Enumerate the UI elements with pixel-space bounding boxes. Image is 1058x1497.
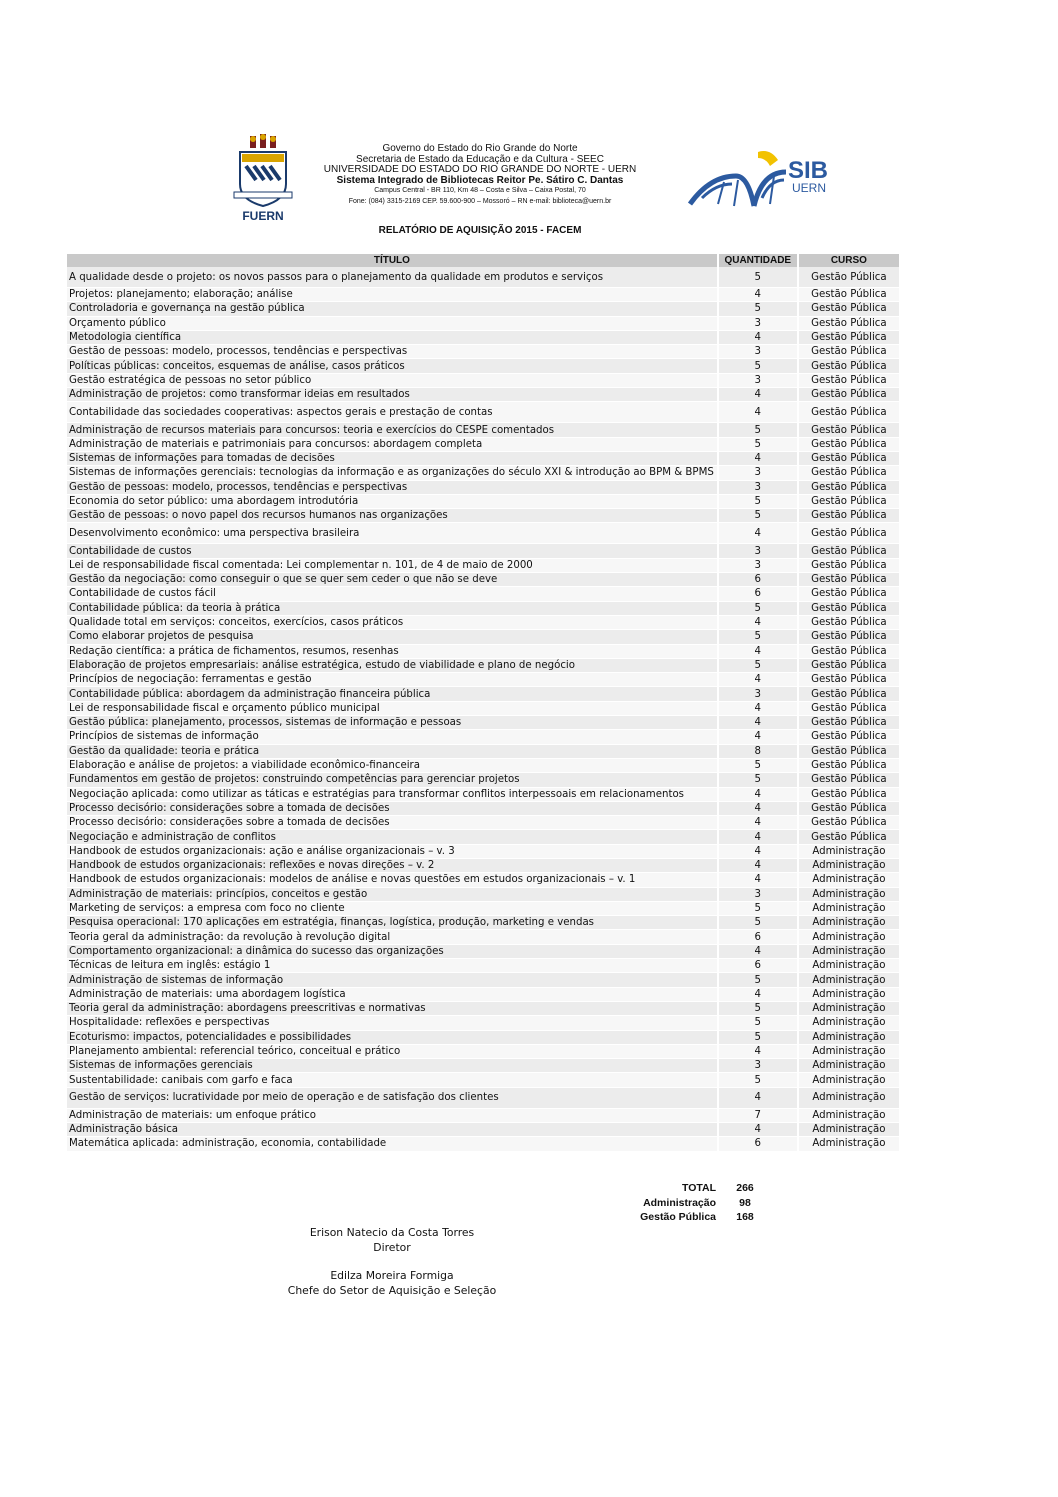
cell-title: Handbook de estudos organizacionais: modelos de análise e novas questões em estudos organizacionais – v. 1	[67, 873, 718, 887]
cell-course: Gestão Pública	[798, 716, 899, 730]
cell-quantity: 4	[718, 288, 798, 302]
table-row	[67, 716, 899, 730]
cell-quantity: 8	[718, 744, 798, 758]
cell-course: Gestão Pública	[798, 816, 899, 830]
sib-logo-text: SIB	[788, 157, 829, 184]
cell-course: Gestão Pública	[798, 673, 899, 687]
cell-quantity: 4	[718, 944, 798, 958]
cell-title: Princípios de negociação: ferramentas e gestão	[67, 673, 718, 687]
signature-name: Erison Natecio da Costa Torres	[309, 1226, 475, 1239]
table-row	[67, 480, 899, 494]
cell-quantity: 4	[718, 388, 798, 402]
cell-quantity: 5	[718, 302, 798, 316]
cell-quantity: 4	[718, 801, 798, 815]
totals-block	[600, 1182, 774, 1226]
cell-quantity: 3	[718, 544, 798, 558]
cell-title: Handbook de estudos organizacionais: reflexões e novas direções – v. 2	[67, 858, 718, 872]
cell-quantity: 4	[718, 1123, 798, 1137]
cell-course: Gestão Pública	[798, 288, 899, 302]
table-row	[67, 673, 899, 687]
subtotal-label: Gestão Pública	[640, 1211, 716, 1223]
table-row	[67, 587, 899, 601]
cell-quantity: 4	[718, 873, 798, 887]
cell-quantity: 3	[718, 687, 798, 701]
table-row	[67, 773, 899, 787]
table-row	[67, 615, 899, 629]
table-row	[67, 1016, 899, 1030]
table-row	[67, 1137, 899, 1151]
cell-course: Administração	[798, 844, 899, 858]
cell-course: Gestão Pública	[798, 730, 899, 744]
cell-course: Gestão Pública	[798, 744, 899, 758]
cell-quantity: 6	[718, 1137, 798, 1151]
cell-title: Como elaborar projetos de pesquisa	[67, 630, 718, 644]
cell-course: Administração	[798, 1001, 899, 1015]
cell-title: Redação científica: a prática de fichamentos, resumos, resenhas	[67, 644, 718, 658]
cell-course: Administração	[798, 1044, 899, 1058]
cell-quantity: 3	[718, 345, 798, 359]
cell-title: Planejamento ambiental: referencial teórico, conceitual e prático	[67, 1044, 718, 1058]
cell-quantity: 3	[718, 1059, 798, 1073]
table-row	[67, 558, 899, 572]
table-row	[67, 887, 899, 901]
table-row	[67, 758, 899, 772]
cell-course: Gestão Pública	[798, 359, 899, 373]
cell-title: Comportamento organizacional: a dinâmica do sucesso das organizações	[67, 944, 718, 958]
total-label: TOTAL	[681, 1182, 716, 1194]
cell-quantity: 3	[718, 316, 798, 330]
cell-title: Orçamento público	[67, 316, 718, 330]
cell-course: Administração	[798, 1123, 899, 1137]
cell-quantity: 3	[718, 466, 798, 480]
cell-quantity: 4	[718, 816, 798, 830]
table-row	[67, 959, 899, 973]
table-row	[67, 901, 899, 915]
table-row	[67, 330, 899, 344]
cell-course: Gestão Pública	[798, 787, 899, 801]
cell-title: Pesquisa operacional: 170 aplicações em estratégia, finanças, logística, produção, marketing e vendas	[67, 916, 718, 930]
cell-quantity: 6	[718, 573, 798, 587]
sib-logo-subtext: UERN	[792, 181, 827, 195]
table-row	[67, 1108, 899, 1122]
table-row	[67, 816, 899, 830]
cell-title: Gestão de pessoas: modelo, processos, tendências e perspectivas	[67, 480, 718, 494]
report-title: RELATÓRIO DE AQUISIÇÃO 2015 - FACEM	[378, 225, 582, 236]
cell-title: Processo decisório: considerações sobre a tomada de decisões	[67, 801, 718, 815]
cell-quantity: 6	[718, 959, 798, 973]
table-row	[67, 944, 899, 958]
cell-quantity: 4	[718, 987, 798, 1001]
cell-title: Handbook de estudos organizacionais: ação e análise organizacionais – v. 3	[67, 844, 718, 858]
cell-title: Princípios de sistemas de informação	[67, 730, 718, 744]
cell-title: Administração de materiais: uma abordagem logística	[67, 987, 718, 1001]
cell-quantity: 5	[718, 359, 798, 373]
cell-quantity: 4	[718, 716, 798, 730]
cell-quantity: 4	[718, 451, 798, 465]
cell-title: Contabilidade pública: abordagem da administração financeira pública	[67, 687, 718, 701]
cell-course: Gestão Pública	[798, 687, 899, 701]
cell-title: Teoria geral da administração: abordagens preescritivas e normativas	[67, 1001, 718, 1015]
cell-title: Administração de materiais e patrimoniais para concursos: abordagem completa	[67, 437, 718, 451]
cell-quantity: 5	[718, 423, 798, 437]
column-header-course: CURSO	[798, 254, 899, 267]
cell-quantity: 5	[718, 1073, 798, 1087]
table-row	[67, 1123, 899, 1137]
cell-title: Gestão da qualidade: teoria e prática	[67, 744, 718, 758]
cell-title: Contabilidade de custos fácil	[67, 587, 718, 601]
header-line-government: Governo do Estado do Rio Grande do Norte	[382, 143, 578, 154]
cell-course: Gestão Pública	[798, 830, 899, 844]
column-header-quantity: QUANTIDADE	[718, 254, 798, 267]
cell-title: Lei de responsabilidade fiscal comentada: Lei complementar n. 101, de 4 de maio de 2000	[67, 558, 718, 572]
cell-course: Gestão Pública	[798, 601, 899, 615]
cell-title: Matemática aplicada: administração, economia, contabilidade	[67, 1137, 718, 1151]
cell-course: Administração	[798, 973, 899, 987]
subtotal-row-administracao	[600, 1197, 774, 1212]
table-row	[67, 644, 899, 658]
header-line-university: UNIVERSIDADE DO ESTADO DO RIO GRANDE DO NORTE - UERN	[323, 164, 637, 175]
table-row	[67, 523, 899, 544]
cell-title: Sistemas de informações gerenciais: tecnologias da informação e as organizações do século XXI & introdução ao BPM & BPMS	[67, 466, 718, 480]
table-row	[67, 630, 899, 644]
cell-course: Gestão Pública	[798, 587, 899, 601]
cell-quantity: 5	[718, 437, 798, 451]
header-line-library-system: Sistema Integrado de Bibliotecas Reitor Pe. Sátiro C. Dantas	[336, 174, 624, 186]
cell-course: Gestão Pública	[798, 773, 899, 787]
cell-title: Gestão da negociação: como conseguir o que se quer sem ceder o que não se deve	[67, 573, 718, 587]
table-row	[67, 858, 899, 872]
cell-quantity: 6	[718, 930, 798, 944]
cell-course: Gestão Pública	[798, 573, 899, 587]
table-row	[67, 687, 899, 701]
cell-quantity: 5	[718, 916, 798, 930]
table-row	[67, 916, 899, 930]
table-row	[67, 973, 899, 987]
cell-course: Gestão Pública	[798, 658, 899, 672]
cell-title: Contabilidade das sociedades cooperativas: aspectos gerais e prestação de contas	[67, 402, 718, 423]
cell-title: Negociação aplicada: como utilizar as táticas e estratégias para transformar conflitos interpessoais em relacionamentos	[67, 787, 718, 801]
cell-quantity: 4	[718, 615, 798, 629]
cell-title: Lei de responsabilidade fiscal e orçamento público municipal	[67, 701, 718, 715]
cell-course: Administração	[798, 1030, 899, 1044]
cell-quantity: 4	[718, 844, 798, 858]
cell-title: Gestão pública: planejamento, processos, sistemas de informação e pessoas	[67, 716, 718, 730]
cell-quantity: 3	[718, 558, 798, 572]
table-row	[67, 451, 899, 465]
cell-course: Gestão Pública	[798, 494, 899, 508]
total-value: 266	[736, 1182, 754, 1194]
table-row	[67, 801, 899, 815]
cell-course: Administração	[798, 930, 899, 944]
signature-role: Diretor	[373, 1241, 411, 1254]
cell-course: Gestão Pública	[798, 267, 899, 288]
table-row	[67, 494, 899, 508]
cell-title: Marketing de serviços: a empresa com foco no cliente	[67, 901, 718, 915]
cell-course: Administração	[798, 887, 899, 901]
cell-quantity: 4	[718, 858, 798, 872]
institution-block	[300, 144, 660, 207]
cell-course: Gestão Pública	[798, 644, 899, 658]
cell-title: Qualidade total em serviços: conceitos, exercícios, casos práticos	[67, 615, 718, 629]
cell-course: Gestão Pública	[798, 801, 899, 815]
table-row	[67, 658, 899, 672]
cell-course: Administração	[798, 1073, 899, 1087]
cell-course: Gestão Pública	[798, 558, 899, 572]
cell-quantity: 6	[718, 587, 798, 601]
cell-title: Metodologia científica	[67, 330, 718, 344]
table-row	[67, 573, 899, 587]
cell-course: Administração	[798, 1087, 899, 1108]
subtotal-row-gestao-publica	[600, 1211, 774, 1226]
table-row	[67, 1059, 899, 1073]
cell-title: Sistemas de informações para tomadas de decisões	[67, 451, 718, 465]
table-row	[67, 987, 899, 1001]
table-row	[67, 844, 899, 858]
table-row	[67, 316, 899, 330]
table-row	[67, 1044, 899, 1058]
cell-quantity: 4	[718, 830, 798, 844]
signature-role: Chefe do Setor de Aquisição e Seleção	[287, 1284, 497, 1297]
cell-course: Gestão Pública	[798, 630, 899, 644]
cell-title: A qualidade desde o projeto: os novos passos para o planejamento da qualidade em produtos e serviços	[67, 267, 718, 288]
sib-uern-logo	[688, 146, 838, 212]
cell-quantity: 5	[718, 509, 798, 523]
cell-quantity: 5	[718, 494, 798, 508]
cell-course: Administração	[798, 1108, 899, 1122]
cell-quantity: 4	[718, 787, 798, 801]
cell-course: Gestão Pública	[798, 758, 899, 772]
signature-name: Edilza Moreira Formiga	[330, 1269, 454, 1282]
cell-course: Gestão Pública	[798, 615, 899, 629]
cell-course: Administração	[798, 1059, 899, 1073]
subtotal-value: 168	[736, 1211, 754, 1223]
cell-course: Gestão Pública	[798, 509, 899, 523]
cell-course: Gestão Pública	[798, 451, 899, 465]
table-row	[67, 267, 899, 288]
cell-quantity: 4	[718, 1087, 798, 1108]
table-row	[67, 544, 899, 558]
cell-course: Gestão Pública	[798, 402, 899, 423]
cell-title: Administração de sistemas de informação	[67, 973, 718, 987]
cell-course: Administração	[798, 873, 899, 887]
cell-title: Administração de materiais: um enfoque prático	[67, 1108, 718, 1122]
cell-title: Elaboração e análise de projetos: a viabilidade econômico-financeira	[67, 758, 718, 772]
cell-course: Gestão Pública	[798, 316, 899, 330]
cell-quantity: 4	[718, 644, 798, 658]
column-header-title: TÍTULO	[67, 254, 718, 267]
header-line-contact: Fone: (084) 3315-2169 CEP. 59.600-900 – Mossoró – RN e-mail: biblioteca@uern.br	[348, 197, 612, 205]
cell-course: Gestão Pública	[798, 302, 899, 316]
cell-quantity: 4	[718, 730, 798, 744]
cell-title: Controladoria e governança na gestão pública	[67, 302, 718, 316]
cell-title: Gestão estratégica de pessoas no setor público	[67, 373, 718, 387]
cell-course: Gestão Pública	[798, 373, 899, 387]
cell-course: Gestão Pública	[798, 345, 899, 359]
cell-course: Administração	[798, 959, 899, 973]
table-row	[67, 288, 899, 302]
cell-title: Economia do setor público: uma abordagem introdutória	[67, 494, 718, 508]
cell-quantity: 4	[718, 523, 798, 544]
table-row	[67, 1001, 899, 1015]
cell-quantity: 4	[718, 1044, 798, 1058]
cell-title: Processo decisório: considerações sobre a tomada de decisões	[67, 816, 718, 830]
cell-course: Administração	[798, 1016, 899, 1030]
cell-title: Elaboração de projetos empresariais: análise estratégica, estudo de viabilidade e plano de negócio	[67, 658, 718, 672]
subtotal-value: 98	[739, 1196, 751, 1209]
cell-title: Teoria geral da administração: da revolução à revolução digital	[67, 930, 718, 944]
cell-quantity: 5	[718, 658, 798, 672]
cell-quantity: 3	[718, 480, 798, 494]
cell-title: Contabilidade de custos	[67, 544, 718, 558]
cell-quantity: 5	[718, 1016, 798, 1030]
cell-quantity: 4	[718, 673, 798, 687]
cell-quantity: 5	[718, 267, 798, 288]
cell-quantity: 5	[718, 758, 798, 772]
table-row	[67, 466, 899, 480]
table-row	[67, 359, 899, 373]
letterhead	[0, 0, 1058, 250]
cell-title: Projetos: planejamento; elaboração; análise	[67, 288, 718, 302]
subtotal-label: Administração	[643, 1196, 716, 1209]
cell-course: Gestão Pública	[798, 330, 899, 344]
cell-title: Gestão de serviços: lucratividade por meio de operação e de satisfação dos clientes	[67, 1087, 718, 1108]
acquisition-table	[67, 254, 899, 1152]
cell-title: Administração básica	[67, 1123, 718, 1137]
table-header-row	[67, 254, 899, 267]
cell-title: Administração de projetos: como transformar ideias em resultados	[67, 388, 718, 402]
cell-quantity: 4	[718, 701, 798, 715]
cell-quantity: 4	[718, 402, 798, 423]
cell-quantity: 5	[718, 630, 798, 644]
fuern-logo-text: FUERN	[242, 209, 284, 223]
cell-course: Gestão Pública	[798, 480, 899, 494]
cell-title: Sustentabilidade: canibais com garfo e faca	[67, 1073, 718, 1087]
cell-title: Gestão de pessoas: modelo, processos, tendências e perspectivas	[67, 345, 718, 359]
cell-course: Administração	[798, 901, 899, 915]
table-row	[67, 388, 899, 402]
cell-title: Políticas públicas: conceitos, esquemas de análise, casos práticos	[67, 359, 718, 373]
cell-course: Gestão Pública	[798, 388, 899, 402]
table-row	[67, 601, 899, 615]
table-row	[67, 509, 899, 523]
cell-course: Gestão Pública	[798, 544, 899, 558]
table-row	[67, 1087, 899, 1108]
table-row	[67, 302, 899, 316]
cell-quantity: 3	[718, 887, 798, 901]
fuern-crest-logo	[228, 134, 298, 224]
cell-title: Negociação e administração de conflitos	[67, 830, 718, 844]
cell-quantity: 5	[718, 1030, 798, 1044]
table-row	[67, 345, 899, 359]
signature-director	[242, 1225, 542, 1255]
cell-quantity: 5	[718, 1001, 798, 1015]
cell-quantity: 5	[718, 973, 798, 987]
table-row	[67, 1073, 899, 1087]
table-row	[67, 437, 899, 451]
table-row	[67, 830, 899, 844]
cell-course: Administração	[798, 916, 899, 930]
cell-title: Técnicas de leitura em inglês: estágio 1	[67, 959, 718, 973]
cell-course: Gestão Pública	[798, 701, 899, 715]
cell-title: Contabilidade pública: da teoria à prática	[67, 601, 718, 615]
table-row	[67, 402, 899, 423]
table-row	[67, 730, 899, 744]
table-row	[67, 701, 899, 715]
cell-title: Administração de recursos materiais para concursos: teoria e exercícios do CESPE comentados	[67, 423, 718, 437]
table-row	[67, 787, 899, 801]
cell-title: Fundamentos em gestão de projetos: construindo competências para gerenciar projetos	[67, 773, 718, 787]
signature-acquisition-head	[242, 1268, 542, 1298]
cell-quantity: 5	[718, 901, 798, 915]
cell-quantity: 4	[718, 330, 798, 344]
cell-course: Gestão Pública	[798, 423, 899, 437]
cell-course: Administração	[798, 987, 899, 1001]
table-body	[67, 267, 899, 1151]
table-row	[67, 873, 899, 887]
table-row	[67, 930, 899, 944]
table-row	[67, 373, 899, 387]
total-row	[600, 1182, 774, 1197]
cell-course: Gestão Pública	[798, 466, 899, 480]
table-row	[67, 1030, 899, 1044]
cell-course: Administração	[798, 944, 899, 958]
header-line-secretary: Secretaria de Estado da Educação e da Cultura - SEEC	[356, 153, 604, 165]
cell-course: Administração	[798, 858, 899, 872]
cell-quantity: 5	[718, 601, 798, 615]
cell-title: Sistemas de informações gerenciais	[67, 1059, 718, 1073]
cell-title: Administração de materiais: princípios, conceitos e gestão	[67, 887, 718, 901]
table-row	[67, 744, 899, 758]
cell-course: Gestão Pública	[798, 523, 899, 544]
cell-quantity: 7	[718, 1108, 798, 1122]
cell-title: Ecoturismo: impactos, potencialidades e possibilidades	[67, 1030, 718, 1044]
cell-title: Gestão de pessoas: o novo papel dos recursos humanos nas organizações	[67, 509, 718, 523]
header-line-address: Campus Central - BR 110, Km 48 – Costa e Silva – Caixa Postal, 70	[374, 187, 586, 194]
cell-title: Hospitalidade: reflexões e perspectivas	[67, 1016, 718, 1030]
cell-course: Administração	[798, 1137, 899, 1151]
cell-quantity: 3	[718, 373, 798, 387]
cell-course: Gestão Pública	[798, 437, 899, 451]
cell-quantity: 5	[718, 773, 798, 787]
cell-title: Desenvolvimento econômico: uma perspectiva brasileira	[67, 523, 718, 544]
table-row	[67, 423, 899, 437]
